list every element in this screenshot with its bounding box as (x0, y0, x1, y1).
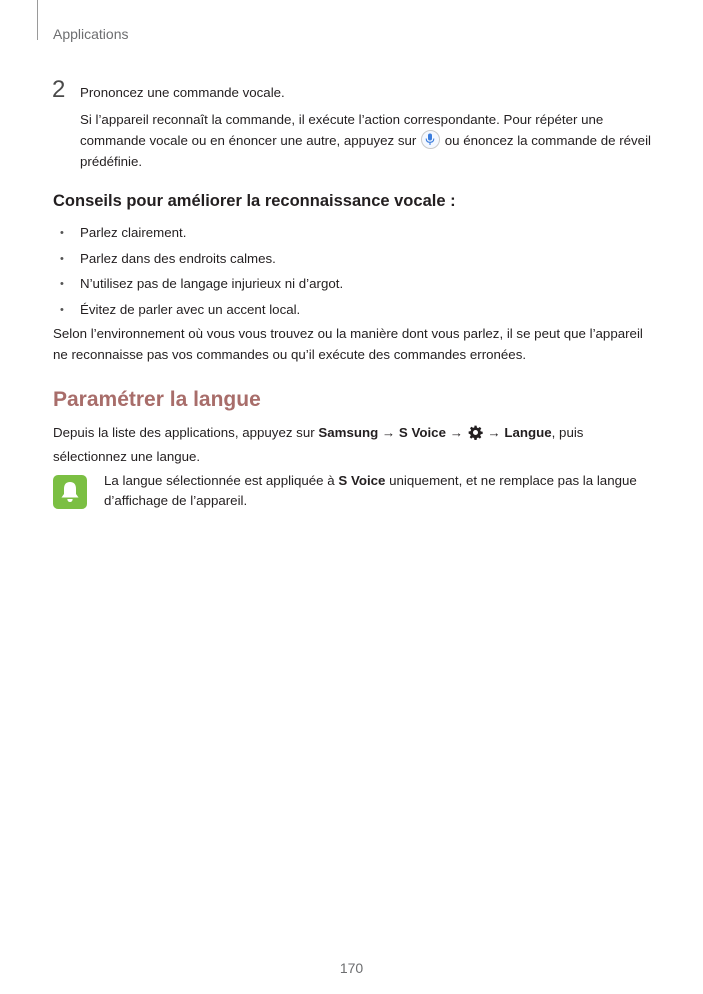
language-instructions (53, 422, 633, 467)
list-item (53, 276, 343, 302)
path-langue: Langue (504, 425, 552, 440)
instruction-intro: Depuis la liste des applications, appuyez sur (53, 425, 315, 440)
step-instruction: Prononcez une commande vocale. (80, 85, 285, 100)
list-item-text: Parlez dans des endroits calmes. (80, 250, 276, 266)
step-detail (80, 109, 655, 172)
arrow-icon: → (449, 425, 463, 440)
bullet-icon: • (60, 227, 64, 239)
bullet-icon: • (60, 303, 64, 316)
bullet-icon: • (60, 252, 64, 265)
step-number: 2 (52, 76, 66, 103)
notice-text-part1: La langue sélectionnée est appliquée à (104, 473, 335, 488)
tips-heading: Conseils pour améliorer la reconnaissance vocale : (53, 192, 456, 210)
bullet-icon: • (60, 278, 64, 290)
page-corner-mark (37, 0, 38, 40)
list-item (53, 225, 343, 251)
tips-list (53, 225, 343, 327)
instruction-outro: , puis sélectionnez une langue. (53, 425, 584, 464)
step-detail-part2: ou énoncez la commande de réveil prédéfinie. (80, 133, 651, 169)
path-s-voice: S Voice (398, 425, 446, 440)
bell-icon (53, 475, 87, 509)
arrow-icon: → (487, 425, 501, 440)
list-item-text: N’utilisez pas de langage injurieux ni d’argot. (80, 276, 344, 291)
page-number: 170 (339, 960, 364, 976)
section-header: Applications (53, 26, 129, 42)
step-detail-part1: Si l’appareil reconnaît la commande, il exécute l’action correspondante. Pour répéter une commande vocale ou en énoncer une autre, appuyez sur (80, 112, 604, 148)
tips-note: Selon l’environnement où vous vous trouvez ou la manière dont vous parlez, il se peut que l’appareil ne reconnaisse pas vos commandes ou qu’il exécute des commandes erronées. (53, 326, 643, 362)
list-item-text: Évitez de parler avec un accent local. (80, 301, 301, 317)
notice-text-part2: uniquement, et ne remplace pas la langue d’affichage de l’appareil. (104, 473, 637, 508)
path-samsung: Samsung (318, 425, 379, 440)
list-item-text: Parlez clairement. (80, 225, 187, 240)
section-title: Paramétrer la langue (53, 388, 261, 411)
notice-text (104, 471, 654, 511)
notice-s-voice: S Voice (338, 473, 386, 488)
arrow-icon: → (381, 425, 396, 440)
list-item (53, 251, 343, 277)
gear-icon (468, 425, 483, 446)
microphone-icon (421, 130, 440, 149)
